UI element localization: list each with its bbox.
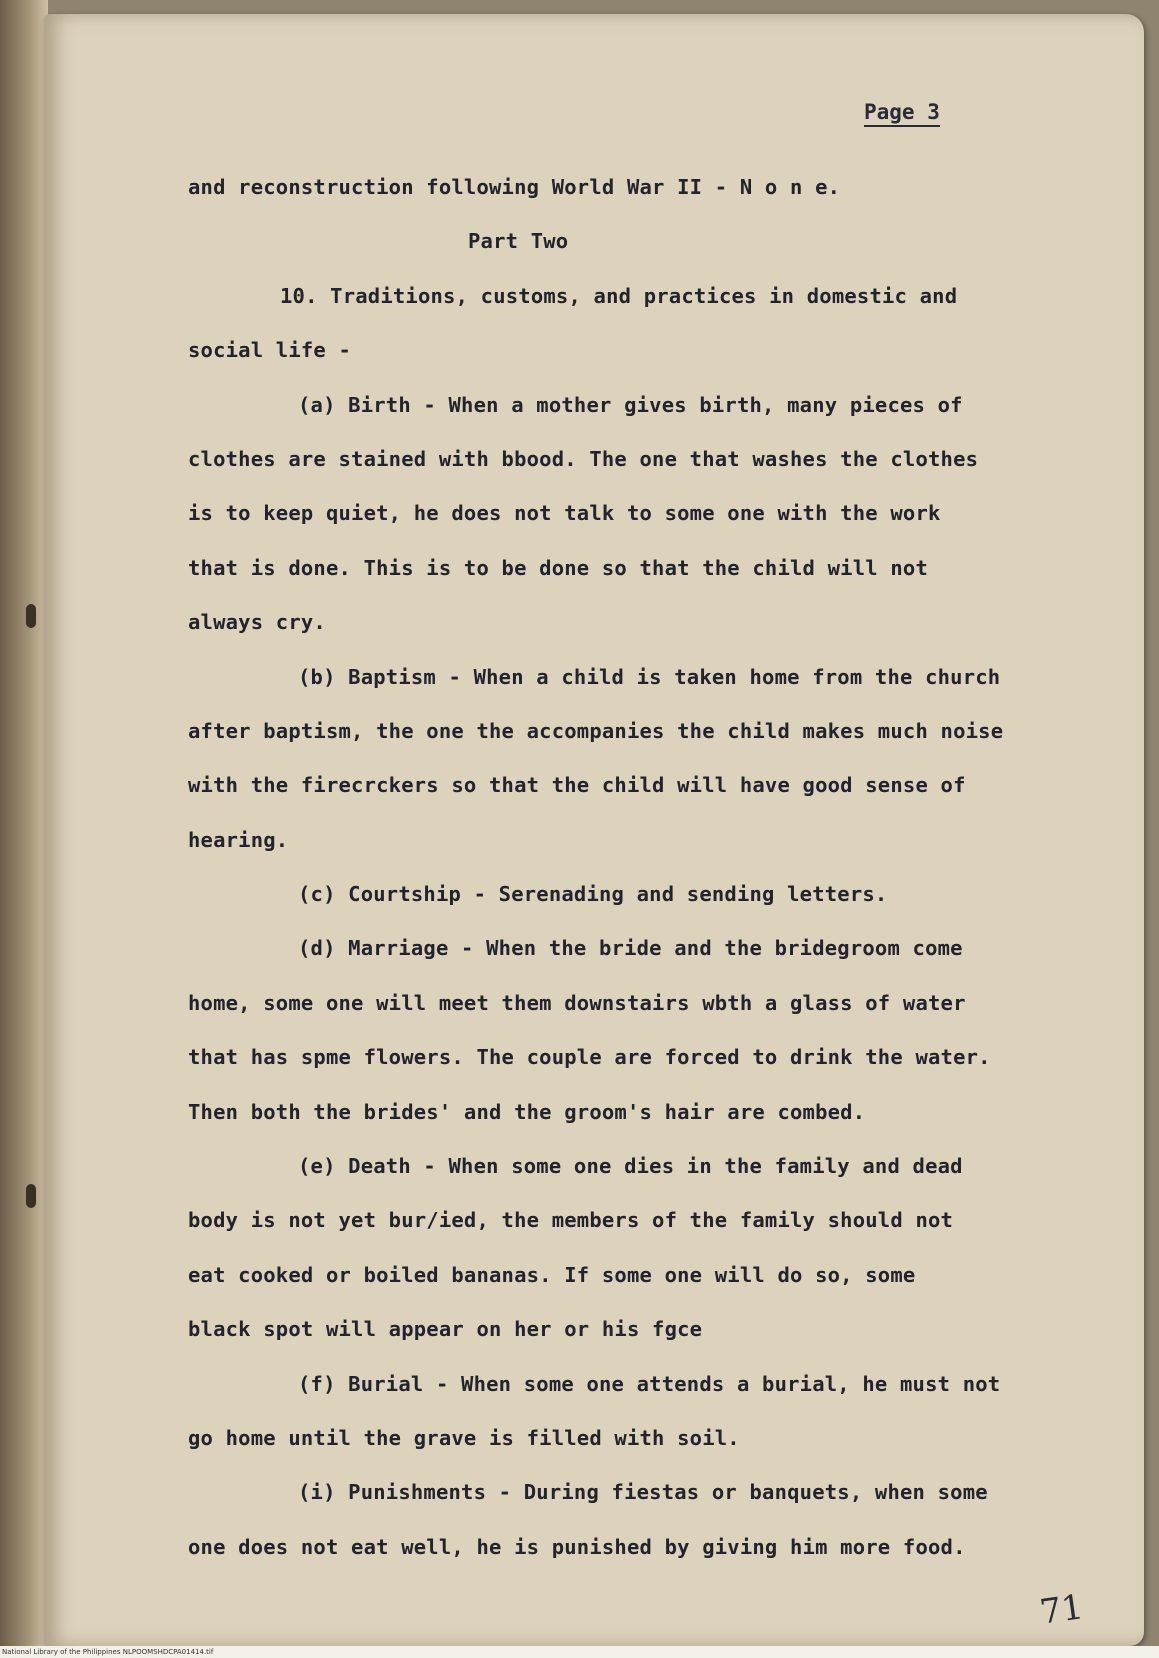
binding-hole bbox=[26, 1184, 36, 1208]
text-line: hearing. bbox=[188, 827, 289, 852]
text-line: body is not yet bur/ied, the members of the family should not bbox=[188, 1208, 954, 1233]
text-line: one does not eat well, he is punished by giving him more food. bbox=[188, 1534, 966, 1559]
text-line: social life - bbox=[188, 338, 352, 363]
text-line: (i) Punishments - During fiestas or banquets, when some bbox=[298, 1480, 988, 1505]
text-line: and reconstruction following World War II - N o n e. bbox=[188, 175, 841, 199]
text-line: is to keep quiet, he does not talk to some one with the work bbox=[188, 501, 941, 526]
text-line: that has spme flowers. The couple are forced to drink the water. bbox=[188, 1045, 991, 1070]
handwritten-page-mark: 71 bbox=[1037, 1587, 1086, 1633]
text-line: Then both the brides' and the groom's hair are combed. bbox=[188, 1099, 866, 1124]
text-line: (b) Baptism - When a child is taken home from the church bbox=[298, 664, 1001, 689]
text-line: eat cooked or boiled bananas. If some one will do so, some bbox=[188, 1262, 916, 1287]
text-line: with the firecrckers so that the child will have good sense of bbox=[188, 773, 966, 798]
text-line: after baptism, the one the accompanies the child makes much noise bbox=[188, 718, 1004, 743]
text-line: black spot will appear on her or his fgce bbox=[188, 1317, 703, 1342]
text-line: clothes are stained with bbood. The one that washes the clothes bbox=[188, 446, 979, 471]
page-number: Page 3 bbox=[864, 100, 940, 127]
text-line: (c) Courtship - Serenading and sending letters. bbox=[298, 882, 888, 907]
scan-footer: National Library of the Philippines NLPOOMSHDCPA01414.tif bbox=[0, 1646, 1159, 1658]
text-line: 10. Traditions, customs, and practices in domestic and bbox=[280, 283, 958, 308]
text-line: home, some one will meet them downstairs wbth a glass of water bbox=[188, 990, 966, 1015]
text-line: that is done. This is to be done so that the child will not bbox=[188, 555, 928, 580]
text-line: (d) Marriage - When the bride and the bridegroom come bbox=[298, 936, 963, 961]
text-line: go home until the grave is filled with soil. bbox=[188, 1425, 740, 1450]
typed-body-text bbox=[188, 160, 1028, 1574]
binding-hole bbox=[26, 604, 36, 628]
section-heading: Part Two bbox=[468, 229, 569, 254]
text-line: always cry. bbox=[188, 610, 326, 635]
book-spine bbox=[0, 0, 48, 1658]
text-line: (e) Death - When some one dies in the family and dead bbox=[298, 1154, 963, 1179]
text-line: (f) Burial - When some one attends a burial, he must not bbox=[298, 1371, 1001, 1396]
text-line: (a) Birth - When a mother gives birth, many pieces of bbox=[298, 392, 963, 417]
